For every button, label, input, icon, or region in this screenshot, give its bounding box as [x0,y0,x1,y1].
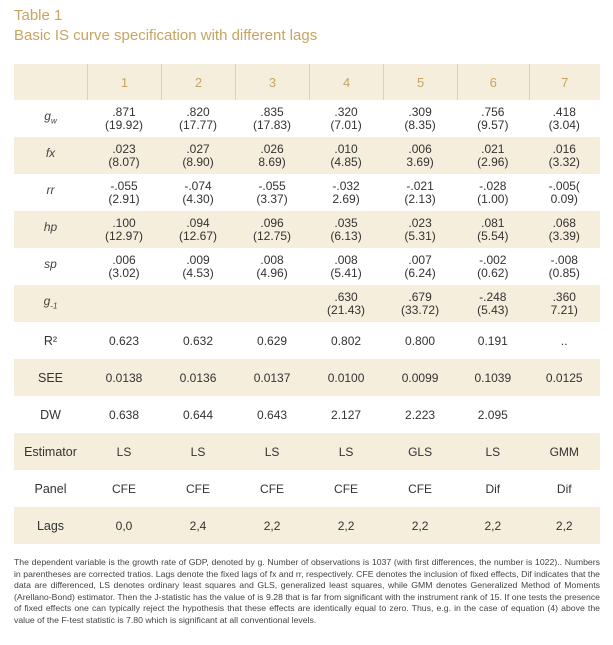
statistic-cell: .. [560,333,568,348]
t-ratio: (4.53) [182,265,214,280]
coefficient-value: -.055 [110,178,138,193]
table-caption: Basic IS curve specification with different lags [14,27,318,44]
t-ratio: (4.85) [330,154,362,169]
coefficient-value: .360 [552,289,576,304]
statistic-cell: CFE [408,481,433,496]
variable-label: sp [44,256,57,271]
t-ratio: (3.39) [548,228,580,243]
coefficient-value: .009 [186,252,210,267]
coefficient-cell [309,137,383,174]
coefficient-cell [87,248,161,285]
statistic-cell: 0.0137 [235,359,309,396]
t-ratio: (0.85) [548,265,580,280]
t-ratio: (3.02) [108,265,140,280]
variable-label: fx [14,137,87,174]
t-ratio: (0.62) [477,265,509,280]
column-header: 2 [161,64,235,100]
coefficient-cell [529,285,600,322]
statistic-label: Panel [34,481,67,496]
coefficient-value: -.074 [184,178,212,193]
statistic-cell: GMM [529,433,600,470]
t-ratio: 7.21) [550,302,578,317]
t-ratio: (6.13) [330,228,362,243]
t-ratio: (3.32) [548,154,580,169]
statistic-cell: CFE [260,481,285,496]
coefficient-cell [87,211,161,248]
statistic-cell: 0.0125 [529,359,600,396]
coefficient-value: -.005( [548,178,580,193]
variable-label: $g_{-1}$ [14,285,87,322]
t-ratio: (33.72) [401,302,440,317]
coefficient-cell [309,285,383,322]
t-ratio: (1.00) [477,191,509,206]
coefficient-value: .871 [112,104,136,119]
statistic-cell: 2,2 [235,507,309,544]
coefficient-cell [383,137,457,174]
coefficient-cell [457,248,528,285]
coefficient-value: .006 [112,252,136,267]
coefficient-value: -.002 [479,252,507,267]
t-ratio: (17.83) [253,117,292,132]
t-ratio: 8.69) [258,154,286,169]
coefficient-value: .008 [334,252,358,267]
coefficient-value: .008 [260,252,284,267]
coefficient-cell [457,285,528,322]
statistic-cell: 0.629 [257,333,288,348]
t-ratio: (2.91) [108,191,140,206]
t-ratio: (19.92) [104,117,144,132]
coefficient-value: .007 [408,252,432,267]
coefficient-cell [457,100,528,137]
coefficient-row [14,174,600,211]
t-ratio: (3.37) [256,191,288,206]
coefficient-value: .010 [334,141,358,156]
coefficient-cell [87,285,161,322]
statistic-row [14,396,600,433]
t-ratio: (3.04) [548,117,580,132]
coefficient-value: .100 [112,215,136,230]
column-header: 5 [383,64,457,100]
coefficient-row [14,100,600,137]
statistic-label: DW [40,407,61,422]
statistic-row [14,322,600,359]
statistic-cell: LS [161,433,235,470]
column-header: 1 [87,64,161,100]
header-corner [14,64,87,100]
statistic-cell: 0.0138 [87,359,161,396]
coefficient-value: -.028 [479,178,507,193]
coefficient-value: .094 [186,215,210,230]
column-header: 7 [529,64,600,100]
coefficient-row [14,137,600,174]
coefficient-value: -.055 [258,178,286,193]
coefficient-cell [457,211,528,248]
statistic-cell: 2.223 [405,407,436,422]
coefficient-row [14,248,600,285]
statistic-cell: CFE [334,481,359,496]
coefficient-cell [383,211,457,248]
t-ratio: (12.67) [179,228,218,243]
statistic-cell: 0.0136 [161,359,235,396]
t-ratio: (8.35) [404,117,436,132]
t-ratio: (7.01) [330,117,362,132]
table-number: Table 1 [14,7,63,24]
table-footnote: The dependent variable is the growth rate of GDP, denoted by g. Number of observations is 1037 (with first differences, the number is 1022).. Numbers in parentheses are corrected tratios. Lags denote the fixed lags of fx and rr, respectively. CFE denotes the inclusion of fixed effects, Dif indicates that the data are differenced, LS denotes ordinary least squares and GLS, generalized least squares, while GMM denotes Generalized Method of Moments (Arellano-Bond) estimator. Then the J-statistic has the value of is 9.28 that is far from significant with the instrument rank of 15. If one tests the presence of fixed effects one can typically reject the hypothesis that these effects are identically equal to zero. Thus, e.g. in the case of equation (4) above the value of the F-test statistic is 7.80 which is significant at all conventional levels. [14,557,600,625]
coefficient-cell [309,211,383,248]
statistic-cell: CFE [186,481,211,496]
statistic-cell [529,396,600,433]
t-ratio: (9.57) [477,117,509,132]
coefficient-cell [457,174,528,211]
coefficient-row [14,211,600,248]
statistic-cell: 2.095 [477,407,508,422]
statistic-cell: 2,2 [383,507,457,544]
coefficient-cell [161,100,235,137]
statistic-cell: 0.802 [331,333,362,348]
statistic-cell: 0.1039 [457,359,528,396]
statistic-cell: 0.0099 [383,359,457,396]
coefficient-value: .068 [552,215,576,230]
statistic-cell: 0.632 [183,333,214,348]
t-ratio: (8.90) [182,154,214,169]
column-header-row [14,64,600,100]
coefficient-value: .027 [186,141,210,156]
coefficient-cell [457,137,528,174]
coefficient-cell [235,248,309,285]
coefficient-value: .418 [552,104,576,119]
coefficient-cell [87,174,161,211]
coefficient-cell [383,174,457,211]
t-ratio: (4.30) [182,191,214,206]
coefficient-cell [309,248,383,285]
coefficient-cell [161,174,235,211]
coefficient-cell [161,248,235,285]
coefficient-value: .026 [260,141,284,156]
coefficient-cell [235,137,309,174]
statistic-row [14,470,600,507]
t-ratio: (5.54) [477,228,509,243]
coefficient-cell [235,211,309,248]
statistic-cell: 0.0100 [309,359,383,396]
coefficient-value: .820 [186,104,210,119]
statistic-row [14,507,600,544]
column-header: 3 [235,64,309,100]
coefficient-value: .320 [334,104,358,119]
statistic-cell: 2.127 [331,407,362,422]
statistic-cell: 0.623 [108,333,140,348]
coefficient-value: .835 [260,104,284,119]
t-ratio: 3.69) [406,154,434,169]
coefficient-value: -.008 [550,252,578,267]
coefficient-value: .006 [408,141,432,156]
variable-label: $g_w$ [44,108,57,126]
coefficient-value: -.248 [479,289,507,304]
coefficient-value: .679 [408,289,432,304]
coefficient-value: .023 [408,215,432,230]
coefficient-cell [309,174,383,211]
coefficient-value: .096 [260,215,284,230]
t-ratio: (2.13) [404,191,436,206]
coefficient-cell [161,137,235,174]
statistic-label: R² [43,333,58,348]
coefficient-cell [309,100,383,137]
statistic-cell: 0.643 [257,407,288,422]
variable-label: rr [46,182,55,197]
coefficient-cell [529,174,600,211]
statistic-cell: LS [309,433,383,470]
column-header: 4 [309,64,383,100]
statistic-row [14,433,600,470]
statistic-cell: 2,2 [529,507,600,544]
coefficient-cell [161,285,235,322]
statistic-cell: GLS [383,433,457,470]
coefficient-cell [161,211,235,248]
coefficient-cell [235,174,309,211]
statistic-cell: 0,0 [87,507,161,544]
coefficient-cell [383,100,457,137]
t-ratio: (8.07) [108,154,140,169]
coefficient-cell [383,248,457,285]
coefficient-cell [529,100,600,137]
coefficient-cell [235,100,309,137]
statistic-cell: 2,4 [161,507,235,544]
statistic-label: SEE [14,359,87,396]
coefficient-value: .023 [112,141,136,156]
coefficient-row [14,285,600,322]
statistic-cell: 0.800 [405,333,436,348]
coefficient-cell [383,285,457,322]
coefficient-cell [529,211,600,248]
coefficient-cell [87,100,161,137]
t-ratio: (21.43) [327,302,366,317]
t-ratio: (17.77) [179,117,218,132]
column-header: 6 [457,64,528,100]
coefficient-value: .630 [334,289,358,304]
t-ratio: (12.97) [104,228,144,243]
coefficient-value: -.021 [406,178,434,193]
regression-table [14,64,600,544]
coefficient-cell [235,285,309,322]
t-ratio: (5.43) [477,302,509,317]
table-body [14,64,600,544]
coefficient-cell [529,137,600,174]
coefficient-value: .021 [481,141,505,156]
t-ratio: (6.24) [404,265,436,280]
t-ratio: (5.41) [330,265,362,280]
t-ratio: (2.96) [477,154,509,169]
statistic-row [14,359,600,396]
statistic-cell: 0.638 [108,407,140,422]
statistic-cell: Dif [556,481,572,496]
t-ratio: (4.96) [256,265,288,280]
variable-label: hp [14,211,87,248]
statistic-label: Lags [14,507,87,544]
statistic-cell: CFE [112,481,136,496]
table-title [14,6,317,46]
statistic-cell: Dif [485,481,501,496]
coefficient-value: .756 [481,104,505,119]
t-ratio: 0.09) [550,191,578,206]
coefficient-cell [87,137,161,174]
coefficient-cell [529,248,600,285]
t-ratio: (5.31) [404,228,436,243]
coefficient-value: -.032 [332,178,360,193]
statistic-cell: 0.644 [183,407,214,422]
statistic-cell: LS [235,433,309,470]
statistic-cell: 2,2 [309,507,383,544]
coefficient-value: .035 [334,215,358,230]
coefficient-value: .081 [481,215,505,230]
statistic-cell: 2,2 [457,507,528,544]
statistic-cell: 0.191 [477,333,508,348]
coefficient-value: .309 [408,104,432,119]
t-ratio: 2.69) [332,191,360,206]
coefficient-value: .016 [552,141,576,156]
statistic-cell: LS [457,433,528,470]
statistic-cell: LS [87,433,161,470]
t-ratio: (12.75) [253,228,292,243]
statistic-label: Estimator [14,433,87,470]
